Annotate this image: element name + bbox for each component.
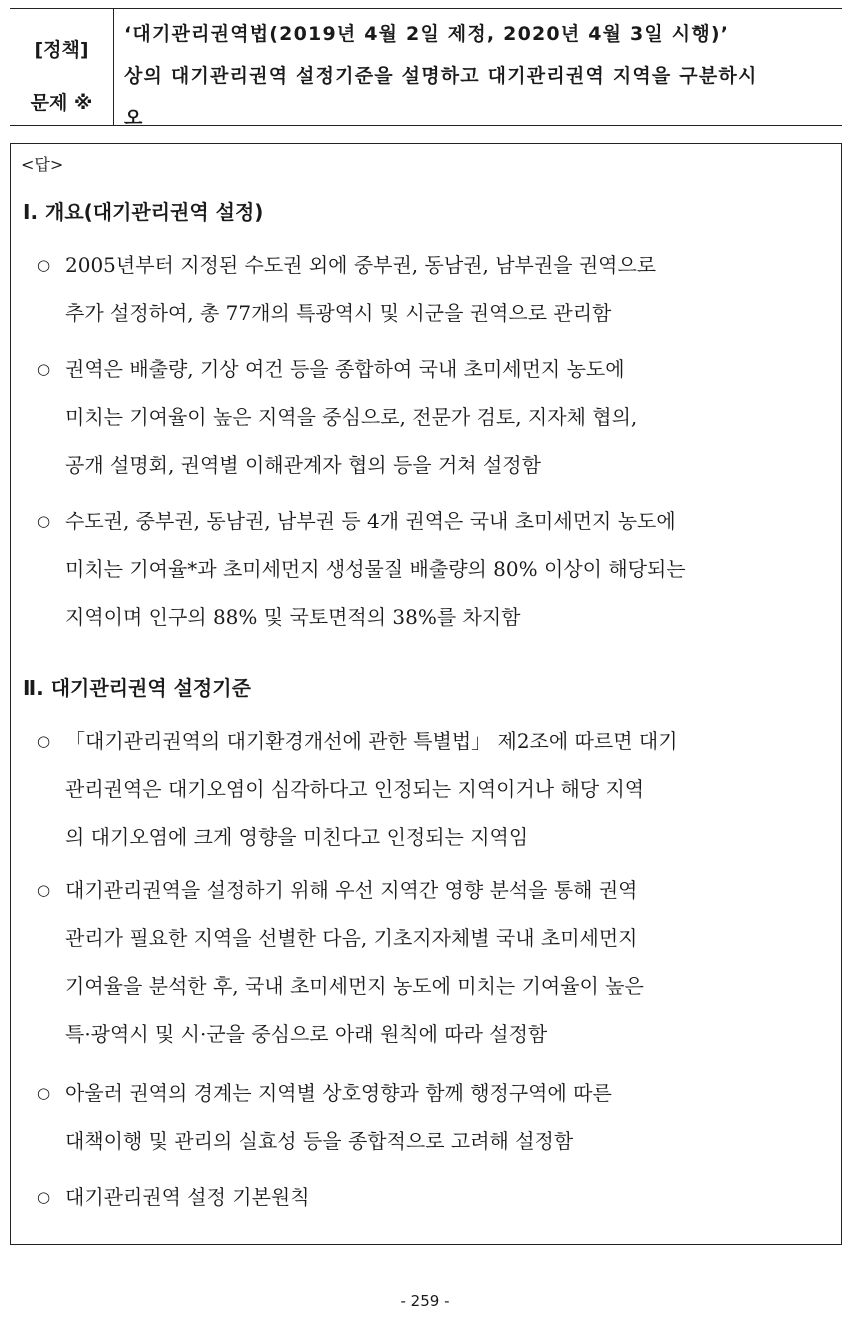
- bullet-circle-icon: ○: [37, 732, 51, 750]
- question-text-line: 오: [124, 107, 144, 129]
- page-number: - 259 -: [400, 1292, 450, 1310]
- bullet-item: [37, 345, 825, 489]
- bullet-circle-icon: ○: [37, 256, 51, 274]
- question-text-line: ‘대기관리권역법(2019년 4월 2일 제정, 2020년 4월 3일 시행)’: [124, 23, 730, 45]
- bullet-text-line: 2005년부터 지정된 수도권 외에 중부권, 동남권, 남부권을 권역으로: [65, 253, 657, 277]
- bullet-text-line: 관리권역은 대기오염이 심각하다고 인정되는 지역이거나 해당 지역: [65, 777, 645, 801]
- section-title: Ⅱ. 대기관리권역 설정기준: [23, 676, 251, 700]
- bullet-text-line: 지역이며 인구의 88% 및 국토면적의 38%를 차지함: [65, 605, 521, 629]
- bullet-circle-icon: ○: [37, 360, 51, 378]
- bullet-item: [37, 1069, 825, 1165]
- section-title: Ⅰ. 개요(대기관리권역 설정): [23, 200, 264, 224]
- question-text: [124, 13, 836, 139]
- answer-box: [10, 143, 842, 1245]
- bullet-text-line: 대기관리권역 설정 기본원칙: [65, 1185, 310, 1209]
- bullet-text-line: 기여율을 분석한 후, 국내 초미세먼지 농도에 미치는 기여율이 높은: [65, 974, 644, 998]
- bullet-item: [37, 497, 825, 641]
- question-label-cell: [10, 9, 114, 125]
- bullet-text-line: 추가 설정하여, 총 77개의 특광역시 및 시군을 권역으로 관리함: [65, 301, 612, 325]
- bullet-circle-icon: ○: [37, 1188, 51, 1206]
- answer-label: <답>: [21, 155, 64, 174]
- question-header: [10, 8, 842, 129]
- bullet-text-line: 미치는 기여율이 높은 지역을 중심으로, 전문가 검토, 지자체 협의,: [65, 405, 638, 429]
- bullet-text-line: 「대기관리권역의 대기환경개선에 관한 특별법」 제2조에 따르면 대기: [65, 729, 678, 753]
- question-category-label: [정책]: [34, 39, 89, 61]
- bullet-text-line: 수도권, 중부권, 동남권, 남부권 등 4개 권역은 국내 초미세먼지 농도에: [65, 509, 676, 533]
- bullet-text-line: 대책이행 및 관리의 실효성 등을 종합적으로 고려해 설정함: [65, 1129, 574, 1153]
- bullet-item: [37, 866, 825, 1058]
- bullet-text-line: 권역은 배출량, 기상 여건 등을 종합하여 국내 초미세먼지 농도에: [65, 357, 625, 381]
- bullet-circle-icon: ○: [37, 881, 51, 899]
- question-text-line: 상의 대기관리권역 설정기준을 설명하고 대기관리권역 지역을 구분하시: [124, 65, 758, 87]
- bullet-circle-icon: ○: [37, 512, 51, 530]
- bullet-text-line: 의 대기오염에 크게 영향을 미친다고 인정되는 지역임: [65, 825, 529, 849]
- bullet-text-line: 공개 설명회, 권역별 이해관계자 협의 등을 거쳐 설정함: [65, 453, 541, 477]
- question-number-label: 문제 ※: [30, 92, 93, 114]
- bullet-text-line: 미치는 기여율*과 초미세먼지 생성물질 배출량의 80% 이상이 해당되는: [65, 557, 686, 581]
- bullet-item: [37, 717, 825, 861]
- bullet-text-line: 관리가 필요한 지역을 선별한 다음, 기초지자체별 국내 초미세먼지: [65, 926, 638, 950]
- bullet-circle-icon: ○: [37, 1084, 51, 1102]
- bullet-text-line: 아울러 권역의 경계는 지역별 상호영향과 함께 행정구역에 따른: [65, 1081, 612, 1105]
- bullet-text-line: 특·광역시 및 시·군을 중심으로 아래 원칙에 따라 설정함: [65, 1022, 548, 1046]
- bullet-item: [37, 1173, 825, 1221]
- bullet-text-line: 대기관리권역을 설정하기 위해 우선 지역간 영향 분석을 통해 권역: [65, 878, 638, 902]
- bullet-item: [37, 241, 825, 337]
